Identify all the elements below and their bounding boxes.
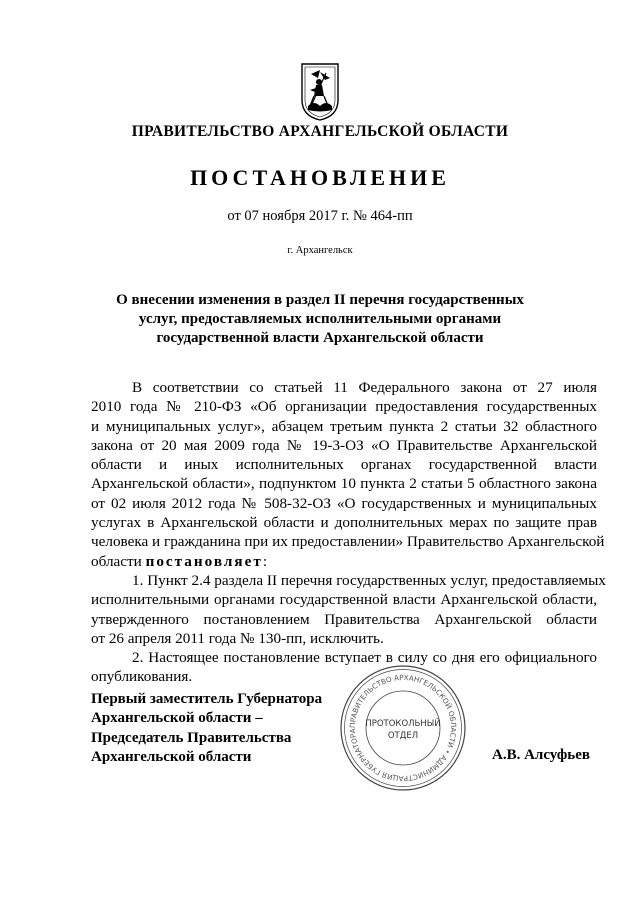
body-line: исполнительными органами государственной власти Архангельской области,: [91, 591, 597, 609]
body-line: [91, 552, 597, 571]
position-line: Председатель Правительства: [91, 729, 292, 746]
title-line: услуг, предоставляемых исполнительными органами: [138, 311, 502, 327]
body-line: услугах в Архангельской области и дополнительных мерах по защите прав: [91, 514, 597, 532]
body-line: В соответствии со статьей 11 Федерального закона от 27 июля: [132, 379, 597, 396]
document-city: г. Архангельск: [287, 245, 353, 256]
body-line: 2010 года № 210-ФЗ «Об организации предоставления государственных: [91, 398, 597, 416]
body-line: человека и гражданина при их предоставлении» Правительство Архангельской: [91, 533, 605, 551]
government-name: ПРАВИТЕЛЬСТВО АРХАНГЕЛЬСКОЙ ОБЛАСТИ: [131, 123, 509, 140]
position-line: Первый заместитель Губернатора: [91, 691, 323, 707]
position-line: Архангельской области: [91, 748, 252, 765]
official-stamp: [337, 662, 469, 794]
body-line: от 02 июля 2012 года № 508-32-ОЗ «О государственных и муниципальных: [91, 494, 597, 512]
body-line: опубликования.: [91, 668, 193, 686]
body-line: и муниципальных услуг», абзацем третьим пункта 2 статьи 32 областного: [91, 417, 597, 435]
body-line: от 26 апреля 2011 года № 130-пп, исключить.: [91, 629, 384, 647]
body-line: закона от 20 мая 2009 года № 19-3-ОЗ «О Правительстве Архангельской: [91, 436, 597, 454]
title-line: О внесении изменения в раздел II перечня государственных: [116, 292, 524, 308]
body-line: области и иных исполнительных органах государственной власти: [91, 456, 597, 474]
signatory-name: А.В. Алсуфьев: [492, 747, 590, 763]
document-title: [0, 291, 640, 348]
document-date-number: от 07 ноября 2017 г. № 464-пп: [227, 208, 413, 224]
body-text: области: [91, 552, 146, 570]
stamp-ring-text: ПРАВИТЕЛЬСТВО АРХАНГЕЛЬСКОЙ ОБЛАСТИ • АДМИНИСТРАЦИЯ ГУБЕРНАТОРА: [347, 672, 459, 784]
position-line: Архангельской области –: [91, 710, 263, 727]
body-line: 1. Пункт 2.4 раздела II перечня государственных услуг, предоставляемых: [132, 571, 606, 589]
document-type: ПОСТАНОВЛЕНИЕ: [190, 165, 450, 190]
coat-of-arms-icon: [298, 60, 342, 122]
title-line: государственной власти Архангельской области: [156, 330, 484, 346]
body-line: утвержденного постановлением Правительства Архангельской области: [91, 610, 597, 628]
signatory-position: [91, 690, 322, 767]
stamp-label: ОТДЕЛ: [387, 731, 419, 741]
document-body: [91, 378, 606, 687]
body-line: Архангельской области», подпунктом 10 пункта 2 статьи 5 областного закона: [91, 475, 597, 493]
body-text: :: [262, 552, 268, 570]
resolves-word: постановляет: [145, 552, 263, 570]
stamp-label: ПРОТОКОЛЬНЫЙ: [365, 719, 441, 729]
body-line: 2. Настоящее постановление вступает в силу со дня его официального: [132, 649, 597, 667]
